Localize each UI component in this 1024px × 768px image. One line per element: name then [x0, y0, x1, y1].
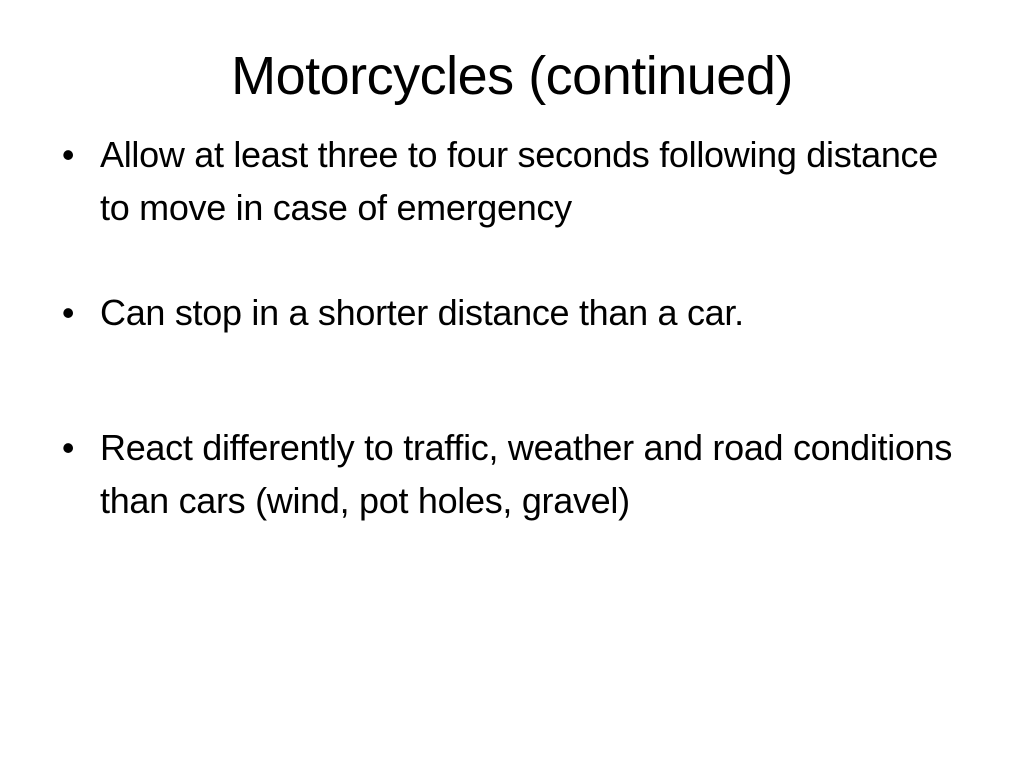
slide-title: Motorcycles (continued) [231, 46, 793, 106]
bullet-icon: • [61, 134, 75, 175]
bullet-text: Can stop in a shorter distance than a car. [100, 292, 744, 333]
bullet-icon: • [61, 427, 75, 468]
bullet-icon: • [61, 292, 75, 333]
bullet-item-stopping-distance [58, 286, 958, 339]
bullet-list [58, 128, 958, 579]
bullet-text: Allow at least three to four seconds following distance to move in case of emergency [100, 134, 938, 228]
bullet-item-road-conditions [58, 421, 958, 527]
bullet-text: React differently to traffic, weather and road conditions than cars (wind, pot holes, gravel) [100, 427, 953, 521]
bullet-item-following-distance [58, 128, 958, 234]
